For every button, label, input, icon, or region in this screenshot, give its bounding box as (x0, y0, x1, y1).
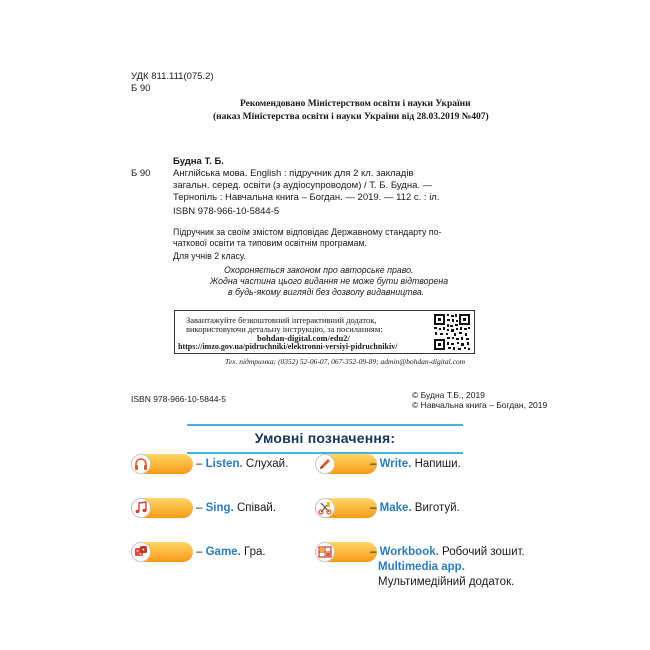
legend-item-workbook (370, 545, 525, 559)
legend-item-game (196, 545, 266, 559)
recommended-line-1: Рекомендовано Міністерством освіти і науки України (240, 99, 471, 109)
dash: – (196, 546, 203, 558)
multimedia-en: Multimedia app. (378, 561, 465, 573)
headphones-icon (131, 454, 151, 474)
tech-support: Тех. підтримка: (0352) 52-06-07, 067-352-09-89; admin@bohdan-digital.com (225, 357, 466, 366)
game-pill (131, 542, 193, 562)
multimedia-ua: Мультимедійний додаток. (378, 576, 515, 588)
biblio-isbn: ISBN 978-966-10-5844-5 (173, 206, 280, 217)
sing-pill (131, 498, 193, 518)
legend-item-write (370, 457, 461, 471)
biblio-line-3: Тернопіль : Навчальна книга – Богдан. — 2019. — 112 с. : іл. (173, 192, 440, 203)
download-link-short[interactable]: bohdan-digital.com/edu2/ (257, 333, 350, 343)
dash: – (370, 458, 377, 470)
workbook-ua: Робочий зошит. (442, 546, 525, 558)
annotation-line-3: Для учнів 2 класу. (173, 251, 246, 261)
legend-top-rule (187, 424, 463, 426)
footer-copyright-author: © Будна Т.Б., 2019 (412, 390, 485, 400)
download-info-box (174, 310, 475, 354)
dice-icon (131, 542, 151, 562)
footer-isbn: ISBN 978-966-10-5844-5 (131, 394, 226, 404)
annotation-line-1: Підручник за своїм змістом відповідає Державному стандарту по- (173, 227, 442, 237)
copyright-line-3: в будь-якому вигляді без дозволу видавництва. (228, 287, 425, 297)
copyright-line-1: Охороняється законом про авторське право. (224, 265, 414, 275)
recommended-line-2: (наказ Міністерства освіти і науки України від 28.03.2019 №407) (213, 112, 489, 122)
music-note-icon (131, 498, 151, 518)
biblio-code: Б 90 (131, 168, 151, 179)
workbook-en: Workbook. (379, 546, 439, 558)
copyright-line-2: Жодна частина цього видання не може бути відтворена (210, 276, 449, 286)
footer-copyright-publisher: © Навчальна книга – Богдан, 2019 (412, 400, 548, 410)
make-ua: Виготуй. (414, 502, 460, 514)
dash: – (196, 502, 203, 514)
dash: – (370, 502, 377, 514)
workbook-pill (315, 542, 377, 562)
legend-item-sing (196, 501, 276, 515)
biblio-line-1: Англійська мова. English : підручник для 2 кл. закладів (173, 168, 414, 179)
game-ua: Гра. (243, 546, 266, 558)
download-link-imzo[interactable]: https://imzo.gov.ua/pidruchniki/elektronni-versiyi-pidruchnikiv/ (178, 342, 398, 351)
legend-item-make (370, 501, 460, 515)
bbk-code: Б 90 (131, 83, 151, 94)
download-line-1: Завантажуйте безкоштовний інтерактивний додаток, (186, 315, 377, 325)
make-pill (315, 498, 377, 518)
scissors-icon (315, 498, 335, 518)
qr-code-icon[interactable] (433, 313, 471, 351)
sing-ua: Співай. (236, 502, 277, 514)
write-pill (315, 454, 377, 474)
make-en: Make. (379, 502, 412, 514)
dash: – (370, 546, 377, 558)
write-ua: Напиши. (414, 458, 461, 470)
sing-en: Sing. (205, 502, 234, 514)
game-en: Game. (205, 546, 241, 558)
download-line-2: використовуючи детальну інструкцію, за посиланням: (186, 324, 383, 334)
write-en: Write. (379, 458, 412, 470)
listen-pill (131, 454, 193, 474)
workbook-icon (315, 542, 335, 562)
biblio-line-2: загальн. серед. освіти (з аудіосупроводом) / Т. Б. Будна. — (173, 180, 433, 191)
udk-code: УДК 811.111(075.2) (131, 71, 214, 82)
legend-item-listen (196, 457, 288, 471)
annotation-line-2: чаткової освіти та типовим освітнім програмам. (173, 238, 367, 248)
legend-title: Умовні позначення: (254, 430, 396, 446)
listen-en: Listen. (205, 458, 243, 470)
listen-ua: Слухай. (245, 458, 289, 470)
dash: – (196, 458, 203, 470)
author: Будна Т. Б. (173, 156, 224, 167)
pencil-icon (315, 454, 335, 474)
